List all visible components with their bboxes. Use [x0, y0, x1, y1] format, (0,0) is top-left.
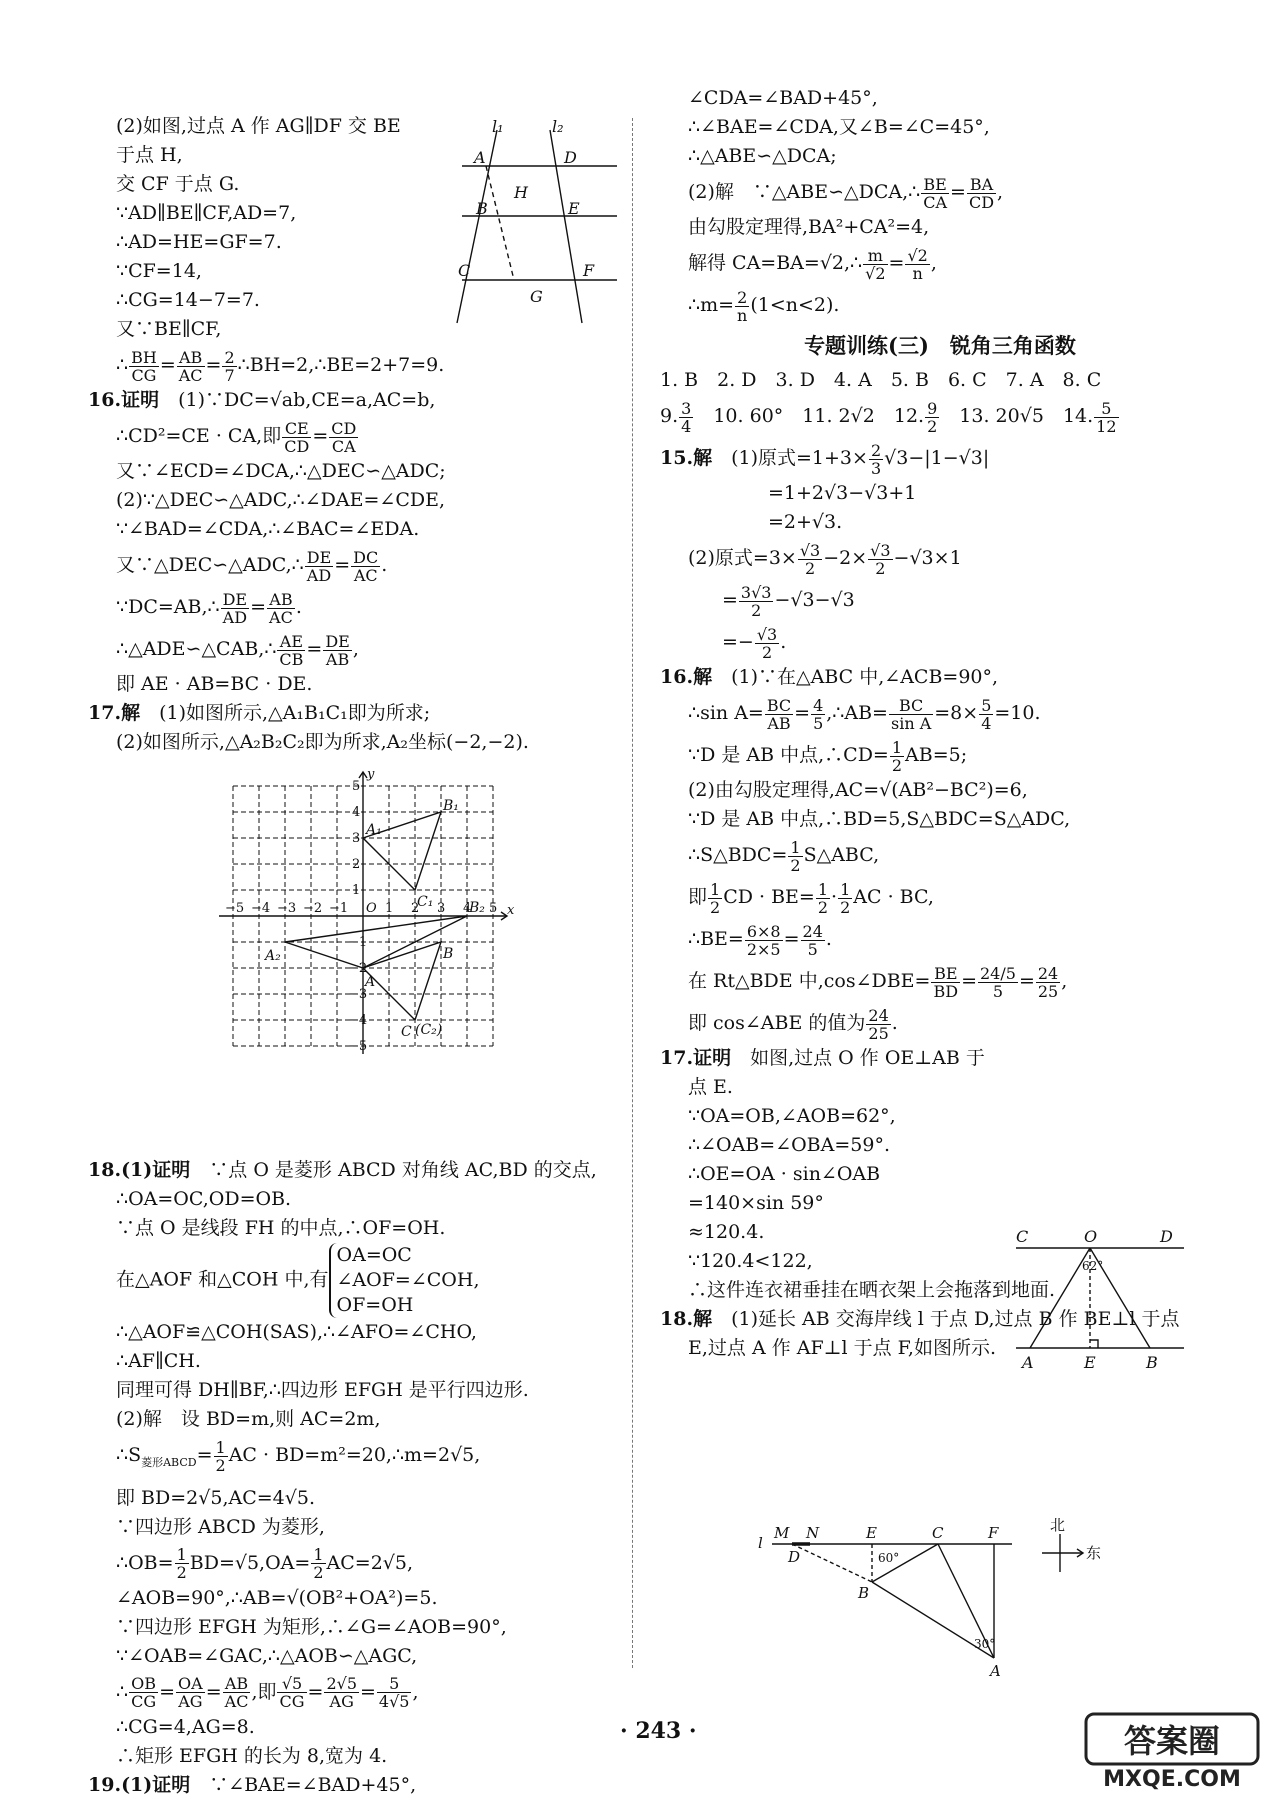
svg-text:−3: −3	[348, 987, 368, 1002]
question-18	[88, 1156, 628, 1800]
text-line: ∴△ABE∽△DCA;	[688, 145, 837, 167]
text-line: E,过点 A 作 AF⊥l 于点 F,如图所示.	[688, 1337, 996, 1359]
label-A2: A₂	[265, 948, 281, 964]
question-number: 17.	[88, 702, 122, 724]
text-line: ∵120.4<122,	[688, 1250, 813, 1272]
label-D: D	[788, 1548, 801, 1566]
svg-text:−5: −5	[225, 901, 245, 916]
label-B1: B₁	[443, 798, 459, 814]
text-line: ∵∠BAD=∠CDA,∴∠BAC=∠EDA.	[116, 518, 420, 540]
text-line: 于点 H,	[116, 144, 183, 166]
text-line: = $\frac{3√3}{2}$ −√3−√3	[722, 582, 855, 620]
label-B: B	[443, 946, 454, 962]
ratio-line: ∴ $\frac{BH}{CG}$ = $\frac{AB}{AC}$ = $\frac{2}{7}$ ∴BH=2,∴BE=2+7=9.	[116, 347, 445, 385]
text-line: ∴OE=OA · sin∠OAB	[688, 1163, 881, 1185]
text-line: ∴这件连衣裙垂挂在晒衣架上会拖落到地面.	[688, 1279, 1056, 1301]
label-D: D	[564, 148, 577, 167]
svg-text:−4: −4	[251, 901, 271, 916]
text-line: ∵D 是 AB 中点,∴BD=5,S△BDC=S△ADC,	[688, 808, 1071, 830]
text-line: 同理可得 DH∥BF,∴四边形 EFGH 是平行四边形.	[116, 1379, 529, 1401]
coastline-figure	[752, 1518, 1112, 1680]
label-A1: A₁	[366, 822, 382, 838]
question-18: 18.解 (1)延长 AB 交海岸线 l 于点 D,过点 B 作 BE⊥l 于点 E,过点 A 作 AF⊥l 于点 F,如图所示.	[660, 1305, 1220, 1363]
text-line: ∴△AOF≌△COH(SAS),∴∠AFO=∠CHO,	[116, 1321, 477, 1343]
text-line: ∴△ADE∽△CAB,∴ $\frac{AE}{CB}$ = $\frac{DE}{AB}$ ,	[116, 631, 359, 669]
text-line: 即 AE · AB=BC · DE.	[116, 673, 313, 695]
label-E: E	[1084, 1353, 1096, 1372]
question-number: 15.	[660, 447, 694, 469]
label-C: C	[932, 1524, 944, 1542]
answer-row: 9. $\frac{3}{4}$ 10. 60° 11. 2√2 12. $\frac{9}{2}$ 13. 20√5 14. $\frac{5}{12}$	[660, 398, 1117, 436]
svg-text:2: 2	[411, 901, 420, 916]
svg-text:答案圈: 答案圈	[1123, 1722, 1221, 1760]
label-D: D	[1160, 1227, 1173, 1246]
svg-text:5: 5	[352, 779, 361, 794]
y-axis-label: y	[367, 767, 375, 782]
svg-text:−4: −4	[348, 1013, 368, 1028]
label-M: M	[774, 1524, 790, 1542]
parallel-lines-figure	[452, 118, 622, 338]
east-label: 东	[1086, 1544, 1102, 1562]
column-divider	[632, 118, 633, 1668]
question-kind: 解	[121, 702, 141, 724]
text-line: =− $\frac{√3}{2}$ .	[722, 624, 787, 662]
svg-text:4: 4	[463, 901, 472, 916]
text-line: (2)由勾股定理得,AC=√(AB²−BC²)=6,	[688, 779, 1028, 801]
label-G: G	[530, 287, 543, 306]
question-number: 19.	[88, 1773, 122, 1796]
question-kind: 解	[693, 447, 713, 469]
label-F: F	[988, 1524, 999, 1542]
text-line: ∴CD²=CE · CA,即 $\frac{CE}{CD}$ = $\frac{CD}{CA}$	[116, 418, 357, 456]
svg-text:−1: −1	[348, 935, 368, 950]
question-number: 16.	[660, 666, 694, 688]
label-A: A	[365, 974, 376, 990]
text-line: (2)原式=3× $\frac{√3}{2}$ −2× $\frac{√3}{2}$ −√3×1	[688, 540, 962, 578]
text-line: (2)如图,过点 A 作 AG∥DF 交 BE	[116, 115, 401, 137]
text-line: 又∵∠ECD=∠DCA,∴△DEC∽△ADC;	[116, 460, 446, 482]
text-line: ∵四边形 ABCD 为菱形,	[116, 1515, 325, 1538]
text-line: ≈120.4.	[688, 1221, 765, 1243]
text-line: =140×sin 59°	[688, 1192, 824, 1214]
text-line: ∵∠OAB=∠GAC,∴△AOB∽△AGC,	[116, 1644, 418, 1667]
label-B2: B₂	[469, 900, 485, 916]
svg-text:−5: −5	[348, 1039, 368, 1054]
label-E: E	[568, 199, 580, 218]
question-kind: 证明	[693, 1047, 732, 1069]
question-17: 17.证明 如图,过点 O 作 OE⊥AB 于 点 E. ∵OA=OB,∠AOB=62°, ∴∠OAB=∠OBA=59°. ∴OE=OA · sin∠OAB =140×sin 59° ≈120.4. ∵120.4<122, ∴这件连衣裙垂挂在晒衣架上会拖落到地面.	[660, 1044, 1220, 1305]
angle-label: 62°	[1082, 1259, 1104, 1273]
angle-60: 60°	[878, 1551, 900, 1565]
svg-text:3: 3	[437, 901, 446, 916]
right-column	[660, 84, 1220, 1363]
text-line: ∵DC=AB,∴ $\frac{DE}{AD}$ = $\frac{AB}{AC}$ .	[116, 589, 302, 627]
question-16	[88, 386, 623, 699]
hanger-figure	[1012, 1226, 1187, 1374]
question-number: 17.	[660, 1047, 694, 1069]
text-line: ∴OA=OC,OD=OB.	[116, 1188, 292, 1210]
text-line: 交 CF 于点 G.	[116, 173, 240, 195]
svg-text:4: 4	[352, 805, 361, 820]
text-line: ∵AD∥BE∥CF,AD=7,	[116, 202, 297, 224]
text-line: ∵∠BAE=∠BAD+45°,	[209, 1773, 417, 1796]
question-kind: 解	[693, 1308, 713, 1330]
text-line: ∴BE= $\frac{6\times 8}{2\times 5}$ = $\frac{24}{5}$ .	[688, 921, 832, 959]
text-line: 即 BD=2√5,AC=4√5.	[116, 1486, 315, 1509]
svg-text:MXQE.COM: MXQE.COM	[1103, 1767, 1241, 1790]
label-C1: C₁	[417, 894, 434, 910]
svg-text:−2: −2	[348, 961, 368, 976]
svg-text:2: 2	[352, 857, 361, 872]
text-line: ∴CG=14−7=7.	[116, 289, 260, 311]
text-line: (1)如图所示,△A₁B₁C₁即为所求;	[159, 702, 431, 724]
svg-text:−1: −1	[329, 901, 349, 916]
text-line: 在△AOF 和△COH 中,有 OA=OC ∠AOF=∠COH, OF=OH	[116, 1244, 480, 1316]
text-line: ∴ $\frac{OB}{CG}$ = $\frac{OA}{AG}$ = $\frac{AB}{AC}$ ,即 $\frac{√5}{CG}$ = $\frac{2√5}{AG}$ = $\frac{5}{4√5}$ ,	[116, 1674, 419, 1712]
question-kind: (1)证明	[121, 1773, 191, 1796]
question-number: 16.	[88, 389, 122, 411]
text-line: (2)如图所示,△A₂B₂C₂即为所求,A₂坐标(−2,−2).	[116, 731, 529, 753]
question-kind: (1)证明	[121, 1159, 191, 1181]
svg-text:5: 5	[489, 901, 498, 916]
text-line: (1)∵DC=√ab,CE=a,AC=b,	[178, 389, 436, 411]
label-H: H	[514, 183, 528, 202]
label-C: C	[458, 261, 471, 280]
label-B: B	[858, 1584, 870, 1602]
text-line: ∵D 是 AB 中点,∴CD= $\frac{1}{2}$ AB=5;	[688, 737, 968, 775]
text-line: ∴∠OAB=∠OBA=59°.	[688, 1134, 891, 1156]
text-line: $\therefore S_{菱形ABCD}=$ $\frac{1}{2}$ AC · BD=m²=20,∴m=2√5,	[116, 1437, 481, 1475]
text-line: (2)∵△DEC∽△ADC,∴∠DAE=∠CDE,	[116, 489, 445, 511]
text-line: ∴AD=HE=GF=7.	[116, 231, 282, 253]
text-line: =2+√3.	[768, 511, 843, 533]
text-line: 又∵△DEC∽△ADC,∴ $\frac{DE}{AD}$ = $\frac{DC}{AC}$ .	[116, 547, 388, 585]
x-axis-label: x	[507, 903, 515, 918]
label-l2: l₂	[552, 118, 564, 136]
text-line: ∵点 O 是线段 FH 的中点,∴OF=OH.	[116, 1217, 446, 1239]
text-line: ∠CDA=∠BAD+45°,	[688, 87, 878, 109]
svg-text:−3: −3	[277, 901, 297, 916]
text-line: ∴矩形 EFGH 的长为 8,宽为 4.	[116, 1744, 388, 1767]
label-C2: (C₂)	[415, 1022, 443, 1038]
label-C: C	[1016, 1227, 1029, 1246]
text-line: ∴S△BDC= $\frac{1}{2}$ S△ABC,	[688, 837, 880, 875]
label-B: B	[476, 199, 488, 218]
question-kind: 解	[693, 666, 713, 688]
label-N: N	[806, 1524, 820, 1542]
origin-label: O	[366, 901, 377, 916]
text-line: 即 $\frac{1}{2}$ CD · BE= $\frac{1}{2}$ · $\frac{1}{2}$ AC · BC,	[688, 879, 934, 917]
label-A: A	[474, 148, 486, 167]
svg-text:1: 1	[352, 883, 361, 898]
coordinate-grid-figure	[215, 764, 515, 1060]
text-line: ∴m= $\frac{2}{n}$ (1<n<2).	[688, 287, 840, 325]
text-line: 点 E.	[688, 1076, 733, 1098]
question-number: 18.	[660, 1308, 694, 1330]
label-E: E	[866, 1524, 877, 1542]
text-line: ∴CG=4,AG=8.	[116, 1715, 255, 1738]
text-line: ∵OA=OB,∠AOB=62°,	[688, 1105, 896, 1127]
text-line: (2)解 ∵△ABE∽△DCA,∴ $\frac{BE}{CA}$ = $\frac{BA}{CD}$ ,	[688, 174, 1004, 212]
text-line: ∵点 O 是菱形 ABCD 对角线 AC,BD 的交点,	[209, 1159, 597, 1181]
label-A: A	[1022, 1353, 1034, 1372]
label-O: O	[1084, 1227, 1098, 1246]
text-line: 即 cos∠ABE 的值为 $\frac{24}{25}$ .	[688, 1005, 898, 1043]
equation-system: OA=OC ∠AOF=∠COH, OF=OH	[329, 1243, 480, 1318]
text-line: 又∵BE∥CF,	[116, 318, 222, 340]
question-15: 15.解 (1)原式=1+3× $\frac{2}{3}$ √3−|1−√3| =1+2√3−√3+1 =2+√3. (2)原式=3× $\frac{√3}{2}$ −2× $\frac{√3}{2}$ −√3×1 = $\frac{3√3}{2}$ −√3−√3 =− $\frac{√3}{2}$ .	[660, 437, 1220, 663]
text-line: ∵CF=14,	[116, 260, 202, 282]
label-A: A	[990, 1662, 1001, 1680]
text-line: 在 Rt△BDE 中,cos∠DBE= $\frac{BE}{BD}$ = $\frac{24/5}{5}$ = $\frac{24}{25}$ ,	[688, 963, 1068, 1001]
text-line: ∠AOB=90°,∴AB=√(OB²+OA²)=5.	[116, 1586, 438, 1609]
text-line: =1+2√3−√3+1	[768, 482, 917, 504]
question-17	[88, 699, 623, 757]
text-line: ∴∠BAE=∠CDA,又∠B=∠C=45°,	[688, 116, 990, 138]
label-l: l	[758, 1534, 763, 1552]
question-kind: 证明	[121, 389, 160, 411]
text-line: (2)解 设 BD=m,则 AC=2m,	[116, 1408, 381, 1430]
text-line: 由勾股定理得,BA²+CA²=4,	[688, 216, 930, 238]
label-l1: l₁	[492, 118, 504, 136]
angle-30: 30°	[974, 1637, 996, 1651]
svg-text:1: 1	[385, 901, 394, 916]
section-title: 专题训练(三) 锐角三角函数	[804, 333, 1076, 358]
q19-continued	[660, 84, 1220, 326]
label-F: F	[583, 261, 595, 280]
text-line: 解得 CA=BA=√2,∴ $\frac{m}{√2}$ = $\frac{√2}{n}$ ,	[688, 245, 937, 283]
page-number: · 243 ·	[620, 1718, 697, 1744]
svg-text:−2: −2	[303, 901, 323, 916]
text-line: ∴AF∥CH.	[116, 1350, 201, 1372]
label-B: B	[1146, 1353, 1158, 1372]
answer-row: 1. B 2. D 3. D 4. A 5. B 6. C 7. A 8. C	[660, 369, 1102, 391]
question-number: 18.	[88, 1159, 122, 1181]
text-line: ∴OB= $\frac{1}{2}$ BD=√5,OA= $\frac{1}{2}$ AC=2√5,	[116, 1545, 414, 1583]
north-label: 北	[1050, 1518, 1066, 1534]
watermark-logo	[1082, 1710, 1262, 1790]
text-line: ∵四边形 EFGH 为矩形,∴∠G=∠AOB=90°,	[116, 1615, 507, 1638]
text-line: ∴sin A= $\frac{BC}{AB}$ = $\frac{4}{5}$ ,∴AB= $\frac{BC}{\text{sin A}}$ =8× $\frac{5}{4}$ =10.	[688, 695, 1041, 733]
svg-text:3: 3	[352, 831, 361, 846]
question-16: 16.解 (1)∵在△ABC 中,∠ACB=90°, ∴sin A= $\frac{BC}{AB}$ = $\frac{4}{5}$ ,∴AB= $\frac{BC}{\text{sin A}}$ =8× $\frac{5}{4}$ =10. ∵D 是 AB 中点,∴CD= $\frac{1}{2}$ AB=5; (2)由勾股定理得,AC=√(AB²−BC²)=6, ∵D 是 AB 中点,∴BD=5,S△BDC=S△ADC, ∴S△BDC= $\frac{1}{2}$ S△ABC, 即 $\frac{1}{2}$ CD · BE= $\frac{1}{2}$ · $\frac{1}{2}$ AC · BC, ∴BE= $\frac{6\times 8}{2\times 5}$ = $\frac{24}{5}$ . 在 Rt△BDE 中,cos∠DBE= $\frac{BE}{BD}$ = $\frac{24/5}{5}$ = $\frac{24}{25}$ , 即 cos∠ABE 的值为 $\frac{24}{25}$ .	[660, 663, 1220, 1044]
label-C: C	[401, 1024, 412, 1040]
